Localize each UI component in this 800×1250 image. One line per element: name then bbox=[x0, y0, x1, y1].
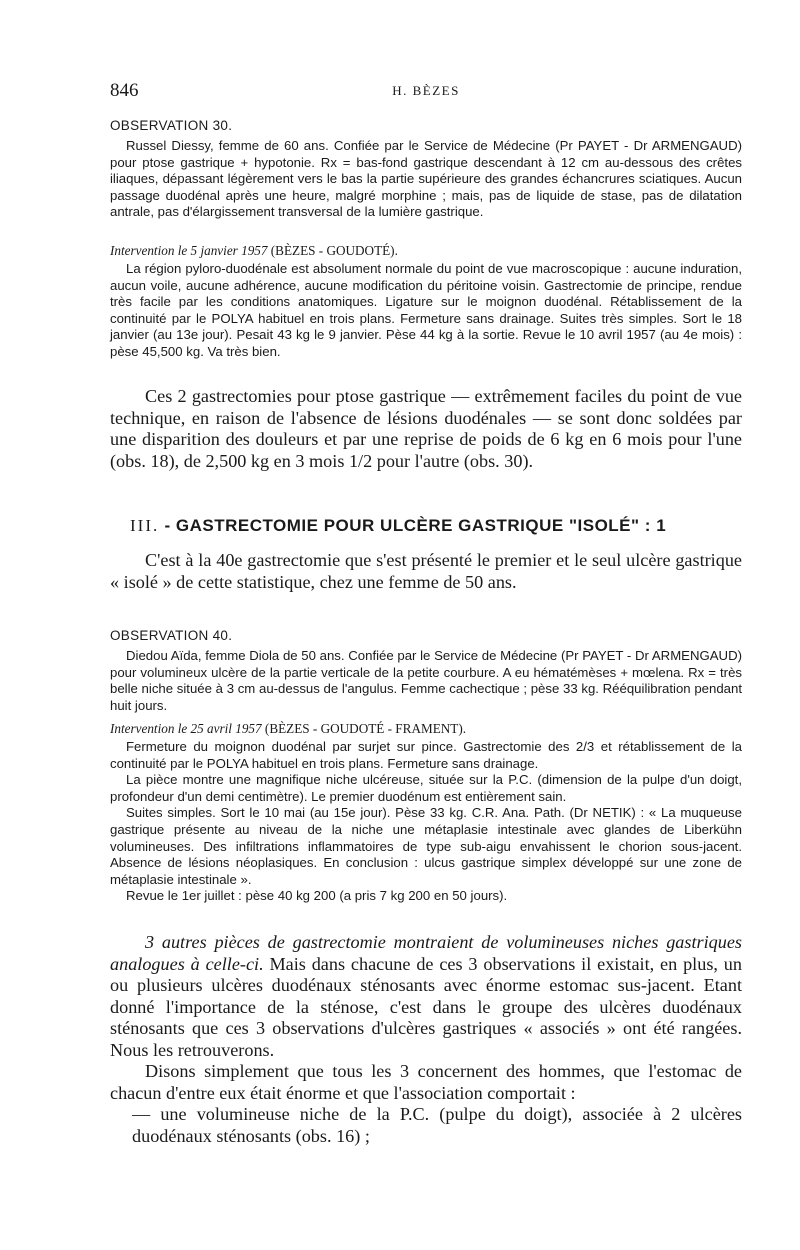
observation-40-history-text: Diedou Aïda, femme Diola de 50 ans. Confiée par le Service de Médecine (Pr PAYET - Dr ARMENGAUD) pour volumineux ulcère de la partie verticale de la petite courbure. A eu hématémèses + mœlena. Rx = très belle niche située à 3 cm au-dessus de l'angulus. Femme cachectique ; pèse 33 kg. Rééquilibration pendant huit jours. bbox=[110, 648, 742, 713]
summary-ptose-text: Ces 2 gastrectomies pour ptose gastrique — extrêmement faciles du point de vue technique, en raison de l'absence de lésions duodénales — se sont donc soldées par une disparition des douleurs et par une reprise de poids de 6 kg en 6 mois pour l'une (obs. 18), de 2,500 kg en 3 mois 1/2 pour l'autre (obs. 30). bbox=[110, 386, 742, 471]
closing-list-item: — une volumineuse niche de la P.C. (pulpe du doigt), associée à 2 ulcères duodénaux sténosants (obs. 16) ; bbox=[132, 1104, 742, 1146]
observation-30-history bbox=[110, 138, 742, 221]
observation-40-heading: OBSERVATION 40. bbox=[110, 628, 233, 643]
intervention-date: Intervention le 5 janvier 1957 bbox=[110, 243, 268, 258]
observation-30-intervention-line bbox=[110, 243, 742, 259]
section-intro-text: C'est à la 40e gastrectomie que s'est présenté le premier et le seul ulcère gastrique « isolé » de cette statistique, chez une femme de 50 ans. bbox=[110, 550, 742, 592]
page-header bbox=[110, 80, 742, 104]
observation-40-paragraph-4: Revue le 1er juillet : pèse 40 kg 200 (a pris 7 kg 200 en 50 jours). bbox=[126, 888, 508, 904]
closing-paragraph-2: Disons simplement que tous les 3 concernent des hommes, que l'estomac de chacun d'entre eux était énorme et que l'association comportait : bbox=[110, 1061, 742, 1103]
intervention-surgeons: (BÈZES - GOUDOTÉ - FRAMENT). bbox=[261, 721, 467, 736]
observation-40-intervention bbox=[110, 739, 742, 905]
running-head: H. BÈZES bbox=[392, 83, 460, 98]
observation-40-paragraph-3: Suites simples. Sort le 10 mai (au 15e jour). Pèse 33 kg. C.R. Ana. Path. (Dr NETIK) : « La muqueuse gastrique présente au niveau de la niche une métaplasie intestinale avec glandes de Liberkühn volumineuses. Des infiltrations inflammatoires de type sub-aigu envahissent le chorion sous-jacent. Absence de lésions néoplasiques. En conclusion : ulcus gastrique simplex développé sur une zone de métaplasie intestinale ». bbox=[110, 805, 742, 887]
closing-paragraph-1-rest: Mais dans chacune de ces 3 observations il existait, en plus, un ou plusieurs ulcères duodénaux sténosants avec énorme estomac sus-jacent. Etant donné l'importance de la sténose, c'est dans le groupe des ulcères duodénaux sténosants que ces 3 observations d'ulcères gastriques « associés » ont été rangées. Nous les retrouverons. bbox=[110, 953, 742, 1060]
intervention-date: Intervention le 25 avril 1957 bbox=[110, 721, 262, 736]
observation-30-heading: OBSERVATION 30. bbox=[110, 118, 233, 133]
observation-40-intervention-line bbox=[110, 721, 742, 737]
observation-40-paragraph-2: La pièce montre une magnifique niche ulcéreuse, située sur la P.C. (dimension de la pulpe d'un doigt, profondeur d'un demi centimètre). Le premier duodénum est entièrement sain. bbox=[110, 772, 742, 804]
summary-ptose bbox=[110, 386, 742, 472]
closing-paragraph-1 bbox=[110, 932, 742, 1061]
intervention-surgeons: (BÈZES - GOUDOTÉ). bbox=[267, 243, 398, 258]
section-title: - GASTRECTOMIE POUR ULCÈRE GASTRIQUE "ISOLÉ" : 1 bbox=[164, 516, 667, 535]
section-intro bbox=[110, 550, 742, 593]
observation-30-intervention-text: La région pyloro-duodénale est absolument normale du point de vue macroscopique : aucune induration, aucun voile, aucune adhérence, aucune modification du péritoine voisin. Gastrectomie de principe, rendue très facile par les conditions anatomiques. Ligature sur le moignon duodénal. Rétablissement de la continuité par le POLYA habituel en trois plans. Fermeture sans drainage. Suites très simples. Sort le 18 janvier (au 13e jour). Pesait 43 kg le 9 janvier. Pèse 44 kg à la sortie. Revue le 10 avril 1957 (au 4e mois) : pèse 45,500 kg. Va très bien. bbox=[110, 261, 742, 359]
observation-40-history bbox=[110, 648, 742, 714]
closing-italic-lead: 3 autres pièces de gastrectomie montraient de volumineuses niches gastriques analogues à celle-ci. bbox=[110, 932, 742, 974]
observation-30-intervention bbox=[110, 261, 742, 361]
section-heading bbox=[130, 516, 730, 536]
closing-text bbox=[110, 932, 742, 1147]
page-number: 846 bbox=[110, 80, 139, 101]
section-number: III. bbox=[130, 516, 160, 535]
observation-30-history-text: Russel Diessy, femme de 60 ans. Confiée par le Service de Médecine (Pr PAYET - Dr ARMENGAUD) pour ptose gastrique + hypotonie. Rx = bas-fond gastrique descendant à 12 cm au-dessous des crêtes iliaques, dépassant légèrement vers le bas la partie supérieure des grandes échancrures sciatiques. Aucun passage duodénal après une heure, malgré morphine ; mais, pas de liquide de stase, pas de dilatation antrale, pas d'élargissement transversal de la lumière gastrique. bbox=[110, 138, 742, 220]
observation-40-paragraph-1: Fermeture du moignon duodénal par surjet sur pince. Gastrectomie des 2/3 et rétablissement de la continuité par le POLYA habituel en trois plans. Fermeture sans drainage. bbox=[110, 739, 742, 771]
